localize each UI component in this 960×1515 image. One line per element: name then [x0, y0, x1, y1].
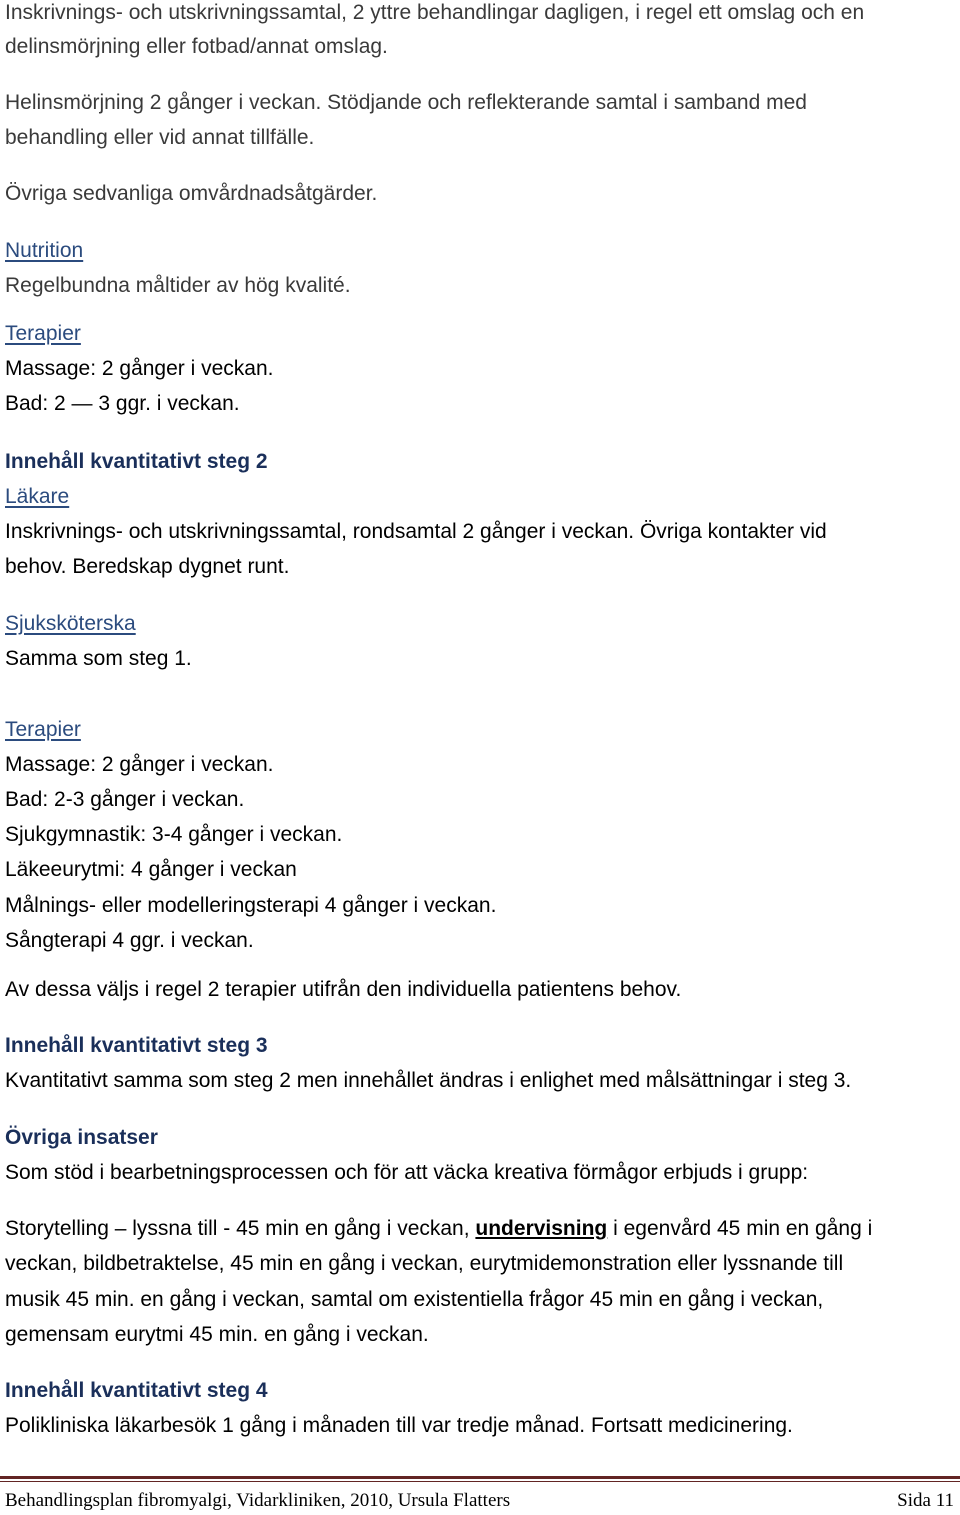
paragraph-line: Läkeeurytmi: 4 gånger i veckan [5, 858, 297, 881]
paragraph-line: Av dessa väljs i regel 2 terapier utifrån den individuella patientens behov. [5, 978, 682, 1001]
footer-rule-thick [0, 1476, 960, 1479]
paragraph-line: delinsmörjning eller fotbad/annat omslag. [5, 35, 388, 58]
paragraph-line: Sångterapi 4 ggr. i veckan. [5, 929, 254, 952]
paragraph-line: gemensam eurytmi 45 min. en gång i veckan. [5, 1323, 429, 1346]
paragraph-line: veckan, bildbetraktelse, 45 min en gång i veckan, eurytmidemonstration eller lyssnande till [5, 1252, 844, 1275]
subheading-sjukskoterska: Sjuksköterska [5, 612, 136, 635]
text-run: i egenvård 45 min en gång i [607, 1217, 873, 1240]
emphasis-undervisning: undervisning [475, 1217, 608, 1240]
paragraph-line: Sjukgymnastik: 3-4 gånger i veckan. [5, 823, 343, 846]
heading-steg-3: Innehåll kvantitativt steg 3 [5, 1034, 268, 1057]
paragraph-line: Bad: 2-3 gånger i veckan. [5, 788, 245, 811]
page-number: Sida 11 [897, 1490, 954, 1511]
heading-steg-4: Innehåll kvantitativt steg 4 [5, 1379, 268, 1402]
heading-steg-2: Innehåll kvantitativt steg 2 [5, 450, 268, 473]
paragraph-line: Massage: 2 gånger i veckan. [5, 753, 274, 776]
paragraph-line: Polikliniska läkarbesök 1 gång i månaden till var tredje månad. Fortsatt medicinering. [5, 1414, 793, 1437]
paragraph-line: behandling eller vid annat tillfälle. [5, 126, 315, 149]
paragraph-line: Inskrivnings- och utskrivningssamtal, 2 yttre behandlingar dagligen, i regel ett omslag och en [5, 1, 865, 24]
paragraph-line: Målnings- eller modelleringsterapi 4 gånger i veckan. [5, 894, 497, 917]
paragraph-line: musik 45 min. en gång i veckan, samtal om existentiella frågor 45 min en gång i veckan, [5, 1288, 824, 1311]
heading-ovriga-insatser: Övriga insatser [5, 1126, 158, 1149]
footer-rule-thin [0, 1481, 960, 1482]
subheading-nutrition: Nutrition [5, 239, 84, 262]
subheading-terapier: Terapier [5, 322, 81, 345]
paragraph-line: Kvantitativt samma som steg 2 men innehållet ändras i enlighet med målsättningar i steg 3. [5, 1069, 852, 1092]
subheading-lakare: Läkare [5, 485, 70, 508]
text-run: Storytelling – lyssna till - 45 min en gång i veckan, [5, 1217, 476, 1240]
paragraph-line: Inskrivnings- och utskrivningssamtal, rondsamtal 2 gånger i veckan. Övriga kontakter vid [5, 520, 827, 543]
paragraph-line: Övriga sedvanliga omvårdnadsåtgärder. [5, 182, 378, 205]
paragraph-line: Regelbundna måltider av hög kvalité. [5, 274, 351, 297]
paragraph-line [5, 1216, 872, 1242]
paragraph-line: Helinsmörjning 2 gånger i veckan. Stödjande och reflekterande samtal i samband med [5, 91, 807, 114]
paragraph-line: Som stöd i bearbetningsprocessen och för att väcka kreativa förmågor erbjuds i grupp: [5, 1161, 809, 1184]
subheading-terapier: Terapier [5, 718, 81, 741]
paragraph-line: behov. Beredskap dygnet runt. [5, 555, 290, 578]
paragraph-line: Bad: 2 — 3 ggr. i veckan. [5, 392, 240, 415]
footer-text: Behandlingsplan fibromyalgi, Vidarkliniken, 2010, Ursula Flatters [5, 1490, 511, 1511]
paragraph-line: Samma som steg 1. [5, 647, 192, 670]
paragraph-line: Massage: 2 gånger i veckan. [5, 357, 274, 380]
